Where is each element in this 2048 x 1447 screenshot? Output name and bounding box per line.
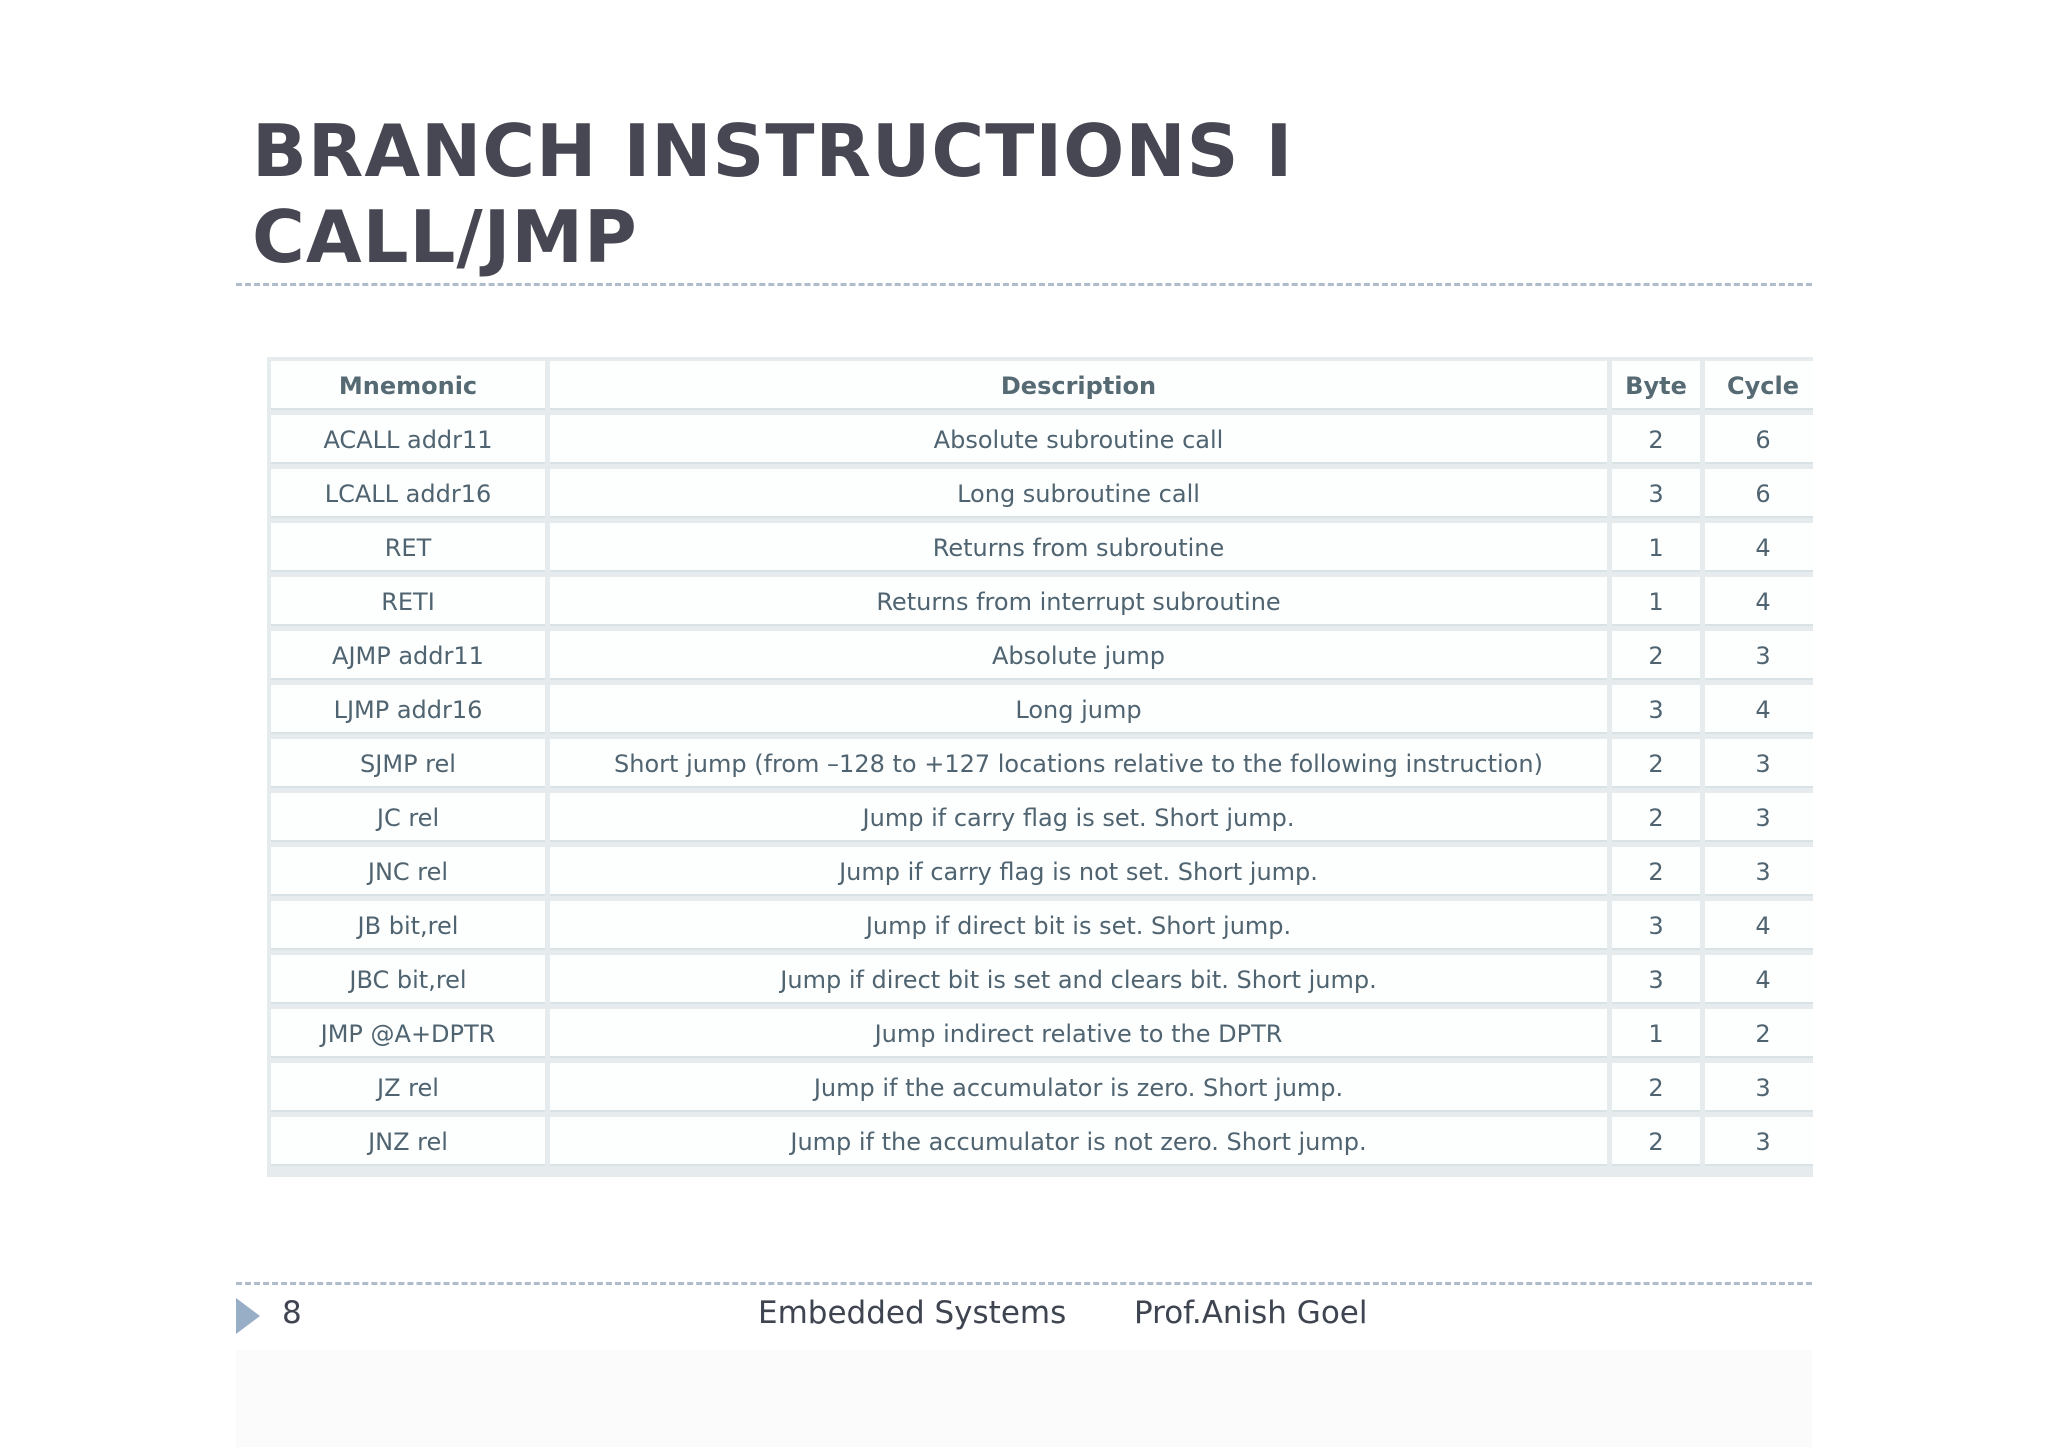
cell-byte: 2 <box>1612 847 1700 896</box>
cell-cycle: 3 <box>1705 847 1813 896</box>
slide-title <box>252 108 1752 280</box>
cell-byte: 1 <box>1612 577 1700 626</box>
cell-mnemonic: JNZ rel <box>271 1117 545 1166</box>
cell-byte: 3 <box>1612 685 1700 734</box>
cell-cycle: 3 <box>1705 1117 1813 1166</box>
cell-description: Jump if carry flag is not set. Short jump. <box>550 847 1607 896</box>
cell-byte: 3 <box>1612 469 1700 518</box>
cell-byte: 1 <box>1612 1009 1700 1058</box>
header-cycle: Cycle <box>1705 361 1813 410</box>
cell-byte: 1 <box>1612 523 1700 572</box>
table-row <box>271 415 1813 464</box>
table-row <box>271 793 1813 842</box>
table-row <box>271 1063 1813 1112</box>
cell-byte: 2 <box>1612 1117 1700 1166</box>
cell-cycle: 2 <box>1705 1009 1813 1058</box>
cell-cycle: 3 <box>1705 1063 1813 1112</box>
slide-title-line-1: BRANCH INSTRUCTIONS I <box>252 109 1294 193</box>
cell-cycle: 3 <box>1705 631 1813 680</box>
table-row <box>271 739 1813 788</box>
footer-divider <box>236 1282 1812 1285</box>
table-row <box>271 685 1813 734</box>
cell-byte: 2 <box>1612 739 1700 788</box>
cell-cycle: 4 <box>1705 901 1813 950</box>
footer-background-panel <box>236 1350 1812 1447</box>
cell-description: Long subroutine call <box>550 469 1607 518</box>
table-row <box>271 847 1813 896</box>
footer-author: Prof.Anish Goel <box>1134 1295 1368 1331</box>
cell-mnemonic: RETI <box>271 577 545 626</box>
cell-description: Returns from subroutine <box>550 523 1607 572</box>
cell-description: Returns from interrupt subroutine <box>550 577 1607 626</box>
cell-mnemonic: RET <box>271 523 545 572</box>
cell-cycle: 4 <box>1705 685 1813 734</box>
cell-cycle: 4 <box>1705 577 1813 626</box>
cell-mnemonic: JBC bit,rel <box>271 955 545 1004</box>
header-description: Description <box>550 361 1607 410</box>
page-number: 8 <box>282 1295 302 1331</box>
table-row <box>271 469 1813 518</box>
cell-description: Jump if the accumulator is not zero. Short jump. <box>550 1117 1607 1166</box>
cell-description: Absolute subroutine call <box>550 415 1607 464</box>
table-row <box>271 577 1813 626</box>
cell-cycle: 3 <box>1705 739 1813 788</box>
cell-cycle: 4 <box>1705 955 1813 1004</box>
cell-cycle: 3 <box>1705 793 1813 842</box>
cell-byte: 2 <box>1612 415 1700 464</box>
table-row <box>271 1117 1813 1166</box>
cell-description: Jump if direct bit is set and clears bit. Short jump. <box>550 955 1607 1004</box>
cell-mnemonic: JNC rel <box>271 847 545 896</box>
cell-description: Jump indirect relative to the DPTR <box>550 1009 1607 1058</box>
cell-mnemonic: JC rel <box>271 793 545 842</box>
table-header-row <box>271 361 1813 410</box>
instruction-table-container <box>267 357 1813 1177</box>
cell-mnemonic: AJMP addr11 <box>271 631 545 680</box>
cell-mnemonic: SJMP rel <box>271 739 545 788</box>
slide-title-line-2: CALL/JMP <box>252 195 638 279</box>
cell-description: Jump if the accumulator is zero. Short jump. <box>550 1063 1607 1112</box>
cell-mnemonic: LCALL addr16 <box>271 469 545 518</box>
instruction-table <box>267 357 1813 1171</box>
header-byte: Byte <box>1612 361 1700 410</box>
cell-mnemonic: LJMP addr16 <box>271 685 545 734</box>
cell-description: Short jump (from –128 to +127 locations relative to the following instruction) <box>550 739 1607 788</box>
cell-description: Jump if carry flag is set. Short jump. <box>550 793 1607 842</box>
header-mnemonic: Mnemonic <box>271 361 545 410</box>
title-divider <box>236 283 1812 286</box>
cell-byte: 2 <box>1612 1063 1700 1112</box>
cell-mnemonic: JZ rel <box>271 1063 545 1112</box>
cell-byte: 2 <box>1612 631 1700 680</box>
table-row <box>271 901 1813 950</box>
cell-cycle: 6 <box>1705 415 1813 464</box>
table-row <box>271 1009 1813 1058</box>
table-row <box>271 523 1813 572</box>
table-row <box>271 955 1813 1004</box>
cell-description: Jump if direct bit is set. Short jump. <box>550 901 1607 950</box>
cell-mnemonic: ACALL addr11 <box>271 415 545 464</box>
table-row <box>271 631 1813 680</box>
cell-mnemonic: JMP @A+DPTR <box>271 1009 545 1058</box>
cell-byte: 3 <box>1612 955 1700 1004</box>
triangle-right-icon <box>236 1298 260 1334</box>
cell-description: Long jump <box>550 685 1607 734</box>
cell-mnemonic: JB bit,rel <box>271 901 545 950</box>
table-body <box>271 415 1813 1166</box>
cell-cycle: 4 <box>1705 523 1813 572</box>
cell-byte: 3 <box>1612 901 1700 950</box>
cell-description: Absolute jump <box>550 631 1607 680</box>
footer-course-title: Embedded Systems <box>758 1295 1067 1331</box>
cell-cycle: 6 <box>1705 469 1813 518</box>
cell-byte: 2 <box>1612 793 1700 842</box>
